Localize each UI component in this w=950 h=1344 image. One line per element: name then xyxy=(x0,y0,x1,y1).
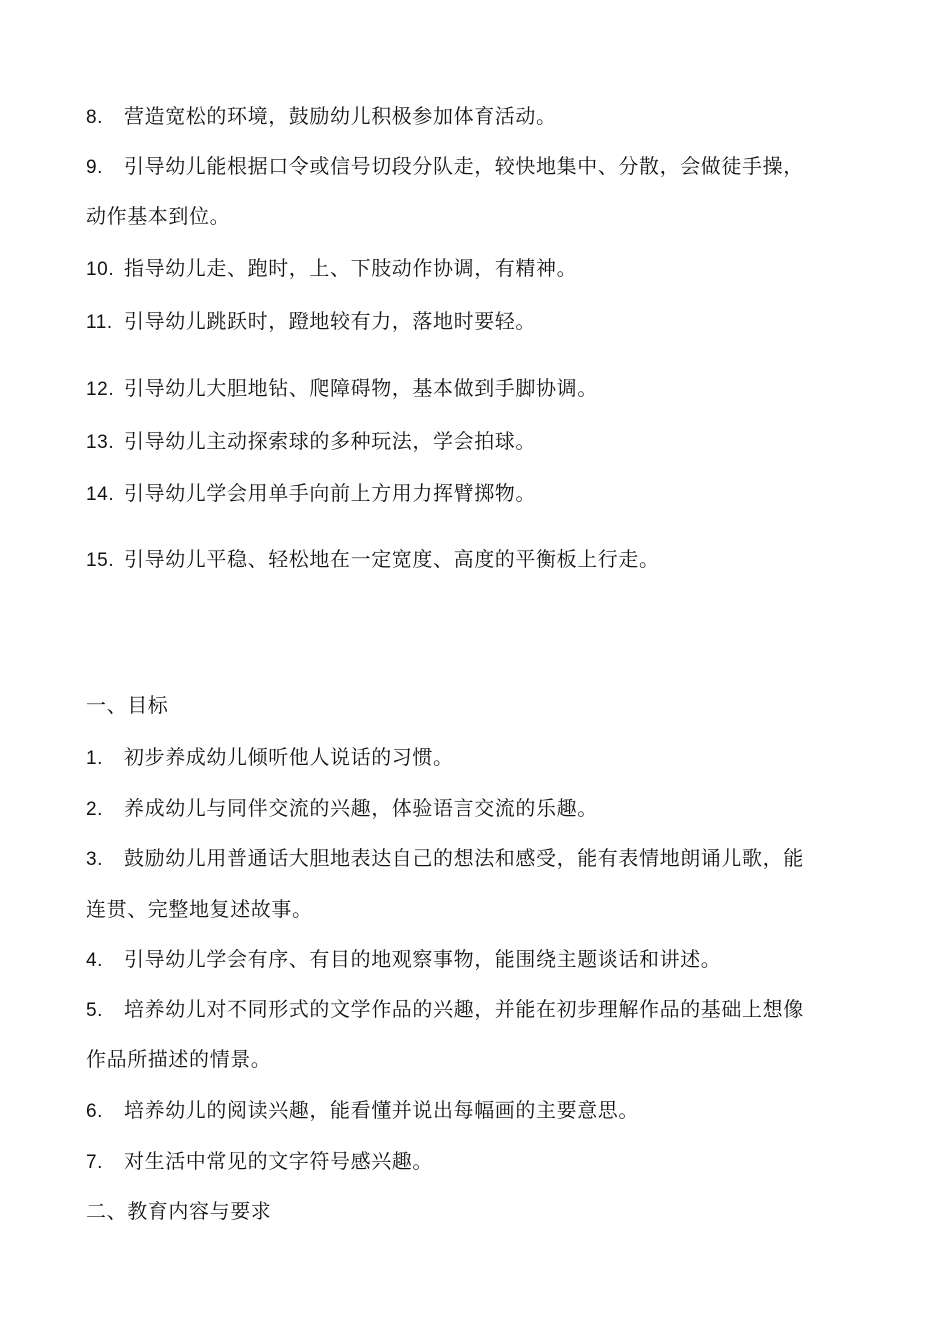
list-number: 15. xyxy=(86,550,115,571)
list-text-continuation: 动作基本到位。 xyxy=(86,204,231,228)
list-item xyxy=(86,1097,876,1125)
list-item xyxy=(86,308,876,336)
list-item xyxy=(86,103,876,131)
list-item xyxy=(86,153,876,181)
list-number: 8. xyxy=(86,107,104,128)
list-item xyxy=(86,1148,876,1176)
list-number: 3. xyxy=(86,849,104,870)
list-text: 营造宽松的环境，鼓励幼儿积极参加体育活动。 xyxy=(124,104,557,128)
list-text: 引导幼儿平稳、轻松地在一定宽度、高度的平衡板上行走。 xyxy=(124,547,660,571)
list-item xyxy=(86,375,876,403)
list-text: 养成幼儿与同伴交流的兴趣，体验语言交流的乐趣。 xyxy=(124,796,598,820)
list-number: 13. xyxy=(86,432,115,453)
list-text: 培养幼儿的阅读兴趣，能看懂并说出每幅画的主要意思。 xyxy=(124,1098,639,1122)
list-number: 14. xyxy=(86,484,115,505)
list-text: 引导幼儿能根据口令或信号切段分队走，较快地集中、分散，会做徒手操， xyxy=(124,154,804,178)
list-text-continuation: 连贯、完整地复述故事。 xyxy=(86,897,313,921)
section-heading-goals xyxy=(86,692,876,718)
list-item-continuation xyxy=(86,203,876,229)
list-number: 5. xyxy=(86,1000,104,1021)
list-text: 培养幼儿对不同形式的文学作品的兴趣，并能在初步理解作品的基础上想像 xyxy=(124,997,804,1021)
list-text: 指导幼儿走、跑时，上、下肢动作协调，有精神。 xyxy=(124,256,578,280)
list-text: 对生活中常见的文字符号感兴趣。 xyxy=(124,1149,433,1173)
list-text: 鼓励幼儿用普通话大胆地表达自己的想法和感受，能有表情地朗诵儿歌，能 xyxy=(124,846,804,870)
list-item xyxy=(86,946,876,974)
list-number: 10. xyxy=(86,259,115,280)
list-item xyxy=(86,255,876,283)
list-text: 引导幼儿学会用单手向前上方用力挥臂掷物。 xyxy=(124,481,536,505)
list-item xyxy=(86,996,876,1024)
list-number: 1. xyxy=(86,748,104,769)
list-text: 引导幼儿主动探索球的多种玩法，学会拍球。 xyxy=(124,429,536,453)
list-item xyxy=(86,546,876,574)
list-number: 4. xyxy=(86,950,104,971)
list-number: 2. xyxy=(86,799,104,820)
list-text: 引导幼儿学会有序、有目的地观察事物，能围绕主题谈话和讲述。 xyxy=(124,947,722,971)
list-text: 引导幼儿大胆地钻、爬障碍物，基本做到手脚协调。 xyxy=(124,376,598,400)
section-heading-content xyxy=(86,1198,876,1224)
section-heading-text: 一、目标 xyxy=(86,693,169,717)
list-text: 初步养成幼儿倾听他人说话的习惯。 xyxy=(124,745,454,769)
list-number: 9. xyxy=(86,157,104,178)
list-item-continuation xyxy=(86,896,876,922)
list-number: 11. xyxy=(86,312,113,333)
list-text: 引导幼儿跳跃时，蹬地较有力，落地时要轻。 xyxy=(124,309,536,333)
list-number: 7. xyxy=(86,1152,104,1173)
list-item xyxy=(86,428,876,456)
list-item xyxy=(86,480,876,508)
list-item xyxy=(86,744,876,772)
list-number: 6. xyxy=(86,1101,104,1122)
section-heading-text: 二、教育内容与要求 xyxy=(86,1199,272,1223)
list-text-continuation: 作品所描述的情景。 xyxy=(86,1047,272,1071)
list-number: 12. xyxy=(86,379,115,400)
list-item xyxy=(86,845,876,873)
list-item xyxy=(86,795,876,823)
list-item-continuation xyxy=(86,1046,876,1072)
